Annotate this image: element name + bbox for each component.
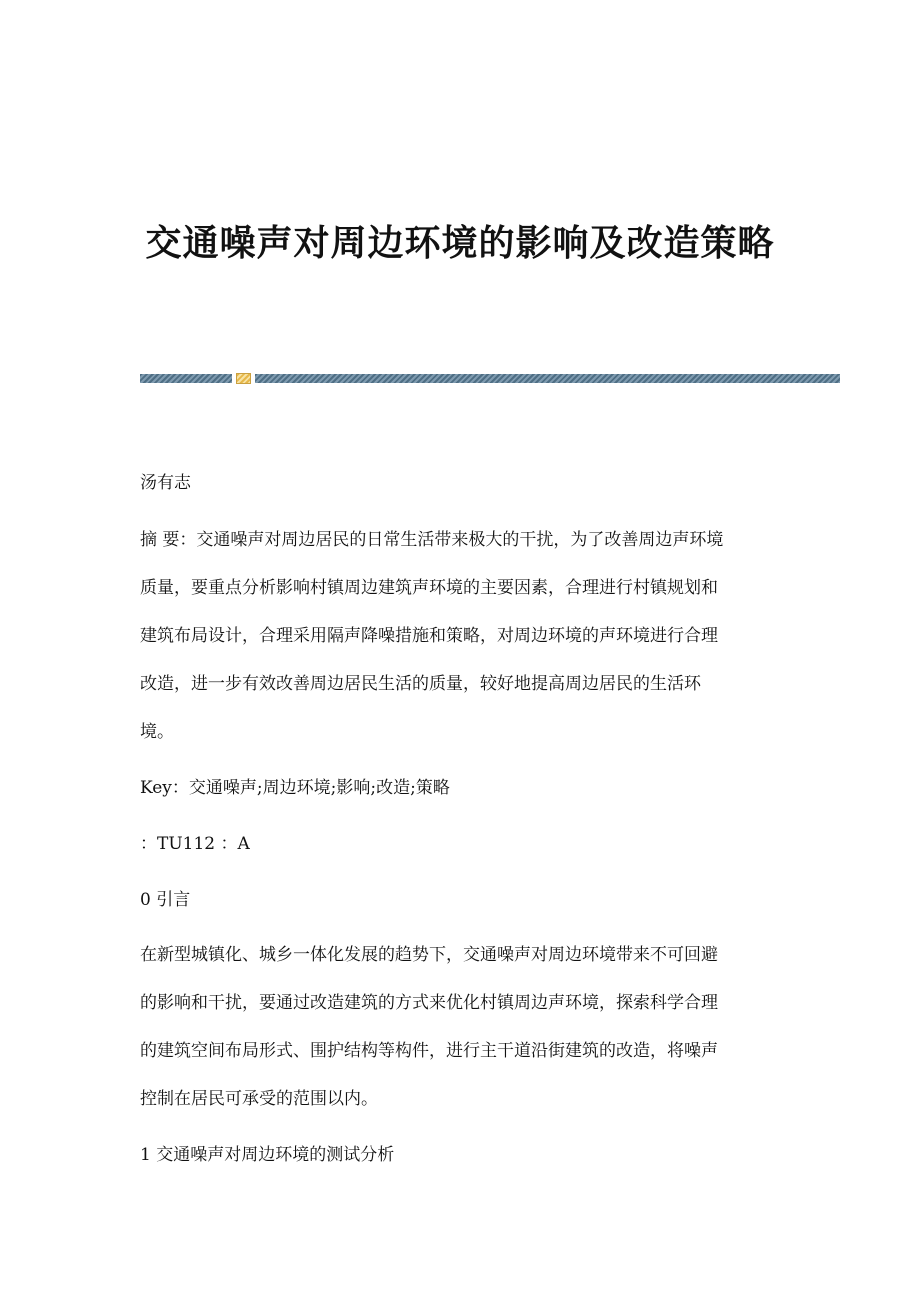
document-title: 交通噪声对周边环境的影响及改造策略	[145, 222, 775, 264]
section-heading-1: 1 交通噪声对周边环境的测试分析	[140, 1145, 395, 1165]
intro-line-4: 控制在居民可承受的范围以内。	[140, 1089, 378, 1109]
divider-bar-left	[140, 374, 232, 383]
divider-ornament-icon	[236, 373, 251, 384]
author-name: 汤有志	[140, 473, 191, 493]
section-heading-intro: 0 引言	[140, 890, 191, 910]
intro-line-1: 在新型城镇化、城乡一体化发展的趋势下，交通噪声对周边环境带来不可回避	[140, 945, 718, 965]
abstract-line-2: 质量，要重点分析影响村镇周边建筑声环境的主要因素，合理进行村镇规划和	[140, 578, 718, 598]
abstract-line-5: 境。	[140, 722, 174, 742]
classification-code: ：TU112 ：A	[140, 834, 250, 854]
title-divider	[140, 374, 840, 383]
abstract-line-1: 摘 要：交通噪声对周边居民的日常生活带来极大的干扰，为了改善周边声环境	[140, 530, 724, 550]
keywords: Key：交通噪声;周边环境;影响;改造;策略	[140, 778, 450, 798]
abstract-line-4: 改造，进一步有效改善周边居民生活的质量，较好地提高周边居民的生活环	[140, 674, 701, 694]
intro-line-2: 的影响和干扰，要通过改造建筑的方式来优化村镇周边声环境，探索科学合理	[140, 993, 718, 1013]
intro-line-3: 的建筑空间布局形式、围护结构等构件，进行主干道沿街建筑的改造，将噪声	[140, 1041, 718, 1061]
divider-bar-right	[255, 374, 840, 383]
abstract-line-3: 建筑布局设计，合理采用隔声降噪措施和策略，对周边环境的声环境进行合理	[140, 626, 718, 646]
